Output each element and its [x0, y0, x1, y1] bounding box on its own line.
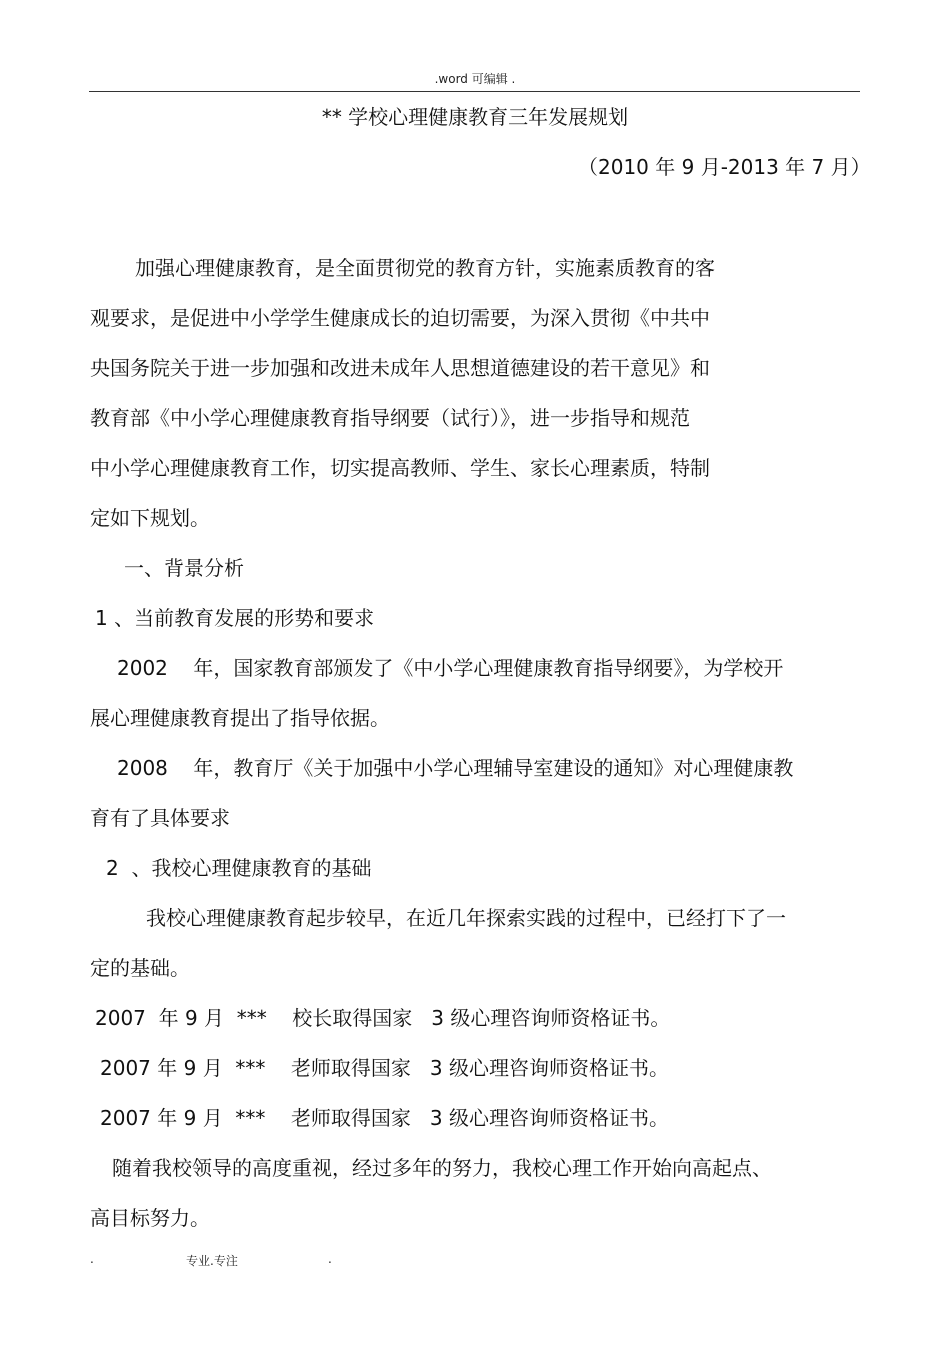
- paragraph-final-line-1: 随着我校领导的高度重视，经过多年的努力，我校心理工作开始向高起点、: [112, 1156, 772, 1180]
- intro-line-3: 央国务院关于进一步加强和改进未成年人思想道德建设的若干意见》和: [90, 356, 710, 380]
- certificate-line-1: 2007 年 9 月 *** 校长取得国家 3 级心理咨询师资格证书。: [95, 1006, 671, 1030]
- intro-line-1: 加强心理健康教育，是全面贯彻党的教育方针，实施素质教育的客: [135, 256, 715, 280]
- section-heading-background: 一、背景分析: [124, 556, 244, 580]
- paragraph-2008-line-2: 育有了具体要求: [90, 806, 230, 830]
- certificate-line-3: 2007 年 9 月 *** 老师取得国家 3 级心理咨询师资格证书。: [100, 1106, 669, 1130]
- paragraph-2008-line-1: 2008 年，教育厅《关于加强中小学心理辅导室建设的通知》对心理健康教: [117, 756, 794, 780]
- date-range: （2010 年 9 月-2013 年 7 月）: [578, 155, 871, 179]
- intro-line-6: 定如下规划。: [90, 506, 210, 530]
- intro-line-2: 观要求，是促进中小学学生健康成长的迫切需要，为深入贯彻《中共中: [90, 306, 710, 330]
- certificate-line-2: 2007 年 9 月 *** 老师取得国家 3 级心理咨询师资格证书。: [100, 1056, 669, 1080]
- subheading-school-basis: 2 、我校心理健康教育的基础: [106, 856, 372, 880]
- subheading-current-situation: 1 、当前教育发展的形势和要求: [95, 606, 375, 630]
- page-header: .word 可编辑 .: [434, 72, 516, 86]
- header-rule: [89, 91, 860, 92]
- paragraph-basis-line-1: 我校心理健康教育起步较早，在近几年探索实践的过程中，已经打下了一: [146, 906, 786, 930]
- paragraph-2002-line-2: 展心理健康教育提出了指导依据。: [90, 706, 390, 730]
- intro-line-5: 中小学心理健康教育工作，切实提高教师、学生、家长心理素质，特制: [90, 456, 710, 480]
- footer-left-dot: .: [90, 1252, 94, 1266]
- footer-right-dot: .: [328, 1252, 332, 1266]
- paragraph-2002-line-1: 2002 年，国家教育部颁发了《中小学心理健康教育指导纲要》，为学校开: [117, 656, 784, 680]
- intro-line-4: 教育部《中小学心理健康教育指导纲要（试行）》，进一步指导和规范: [90, 406, 690, 430]
- document-title: ** 学校心理健康教育三年发展规划: [321, 105, 629, 129]
- paragraph-final-line-2: 高目标努力。: [90, 1206, 210, 1230]
- footer-center-text: 专业.专注: [186, 1254, 238, 1268]
- paragraph-basis-line-2: 定的基础。: [90, 956, 190, 980]
